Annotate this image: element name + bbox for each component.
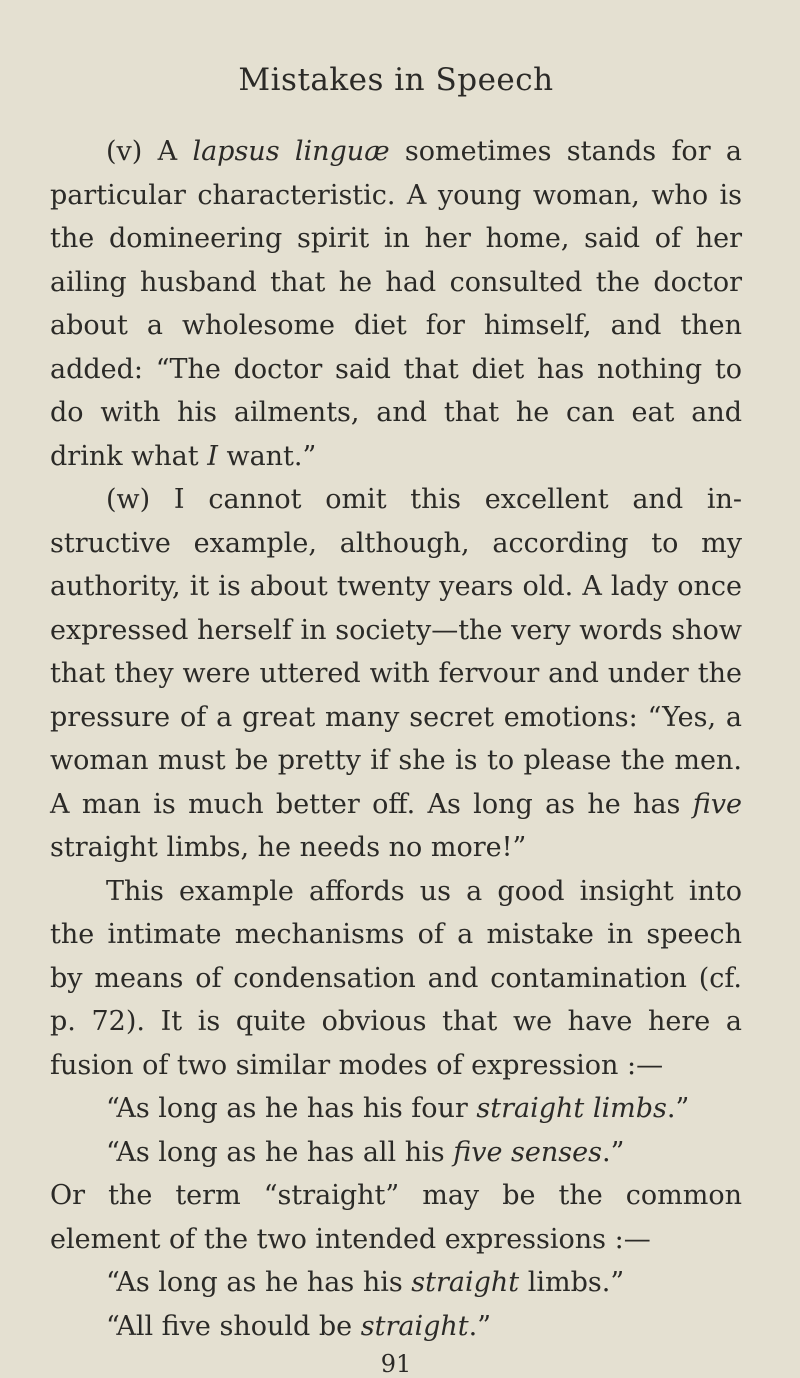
quotation-line <box>50 1087 742 1131</box>
text-run: “As long as he has his four <box>106 1093 477 1124</box>
text-run: (w) I cannot omit this excellent and in-structive example, although, according to my authority, it is about twenty years old. A lady once expressed herself in society—the very words show that they were uttered with fervour and under the pressure of a great many secret emotions: “Yes, a woman must be pretty if she is to please the men. A man is much better off. As long as he has <box>50 484 742 820</box>
quotation-line <box>50 1131 742 1175</box>
text-run: (v) A <box>106 136 193 167</box>
italic-text: I <box>207 440 218 472</box>
text-run: .” <box>666 1093 690 1124</box>
quotation-line <box>50 1305 742 1349</box>
text-run: .” <box>468 1310 491 1342</box>
paragraph <box>50 478 742 870</box>
italic-text: five <box>692 788 742 820</box>
italic-text: lapsus linguæ <box>192 136 390 167</box>
italic-text: straight limbs <box>476 1093 667 1124</box>
text-run: This example affords us a good insight into the intimate mechanisms of a mistake in speech by means of condensation and contamination (cf. p. 72). It is quite obvious that we have here a fusion of two similar modes of expression :— <box>50 875 742 1081</box>
text-run: .” <box>601 1136 625 1168</box>
italic-text: straight <box>411 1267 520 1298</box>
text-run: “As long as he has all his <box>106 1136 454 1168</box>
text-run: “All five should be <box>106 1310 361 1342</box>
text-run: Or the term “straight” may be the common element of the two intended expressions :— <box>50 1180 742 1255</box>
body-text <box>50 130 742 1348</box>
quotation-line <box>50 1261 742 1305</box>
paragraph <box>50 1174 742 1261</box>
running-head: Mistakes in Speech <box>238 62 554 98</box>
text-run: “As long as he has his <box>106 1267 412 1298</box>
text-run: limbs.” <box>519 1267 625 1298</box>
page-number: 91 <box>380 1350 412 1378</box>
italic-text: five senses <box>453 1136 602 1168</box>
paragraph <box>50 130 742 478</box>
text-run: straight limbs, he needs no more!” <box>50 832 527 863</box>
text-run: sometimes stands for a particular characteristic. A young woman, who is the domineering spirit in her home, said of her ailing husband that he had consulted the doctor about a wholesome diet for himself, and then added: “The doctor said that diet has nothing to do with his ailments, and that he can eat and drink what <box>50 136 743 472</box>
text-run: want.” <box>217 440 317 472</box>
italic-text: straight <box>360 1310 469 1342</box>
paragraph <box>50 870 742 1088</box>
